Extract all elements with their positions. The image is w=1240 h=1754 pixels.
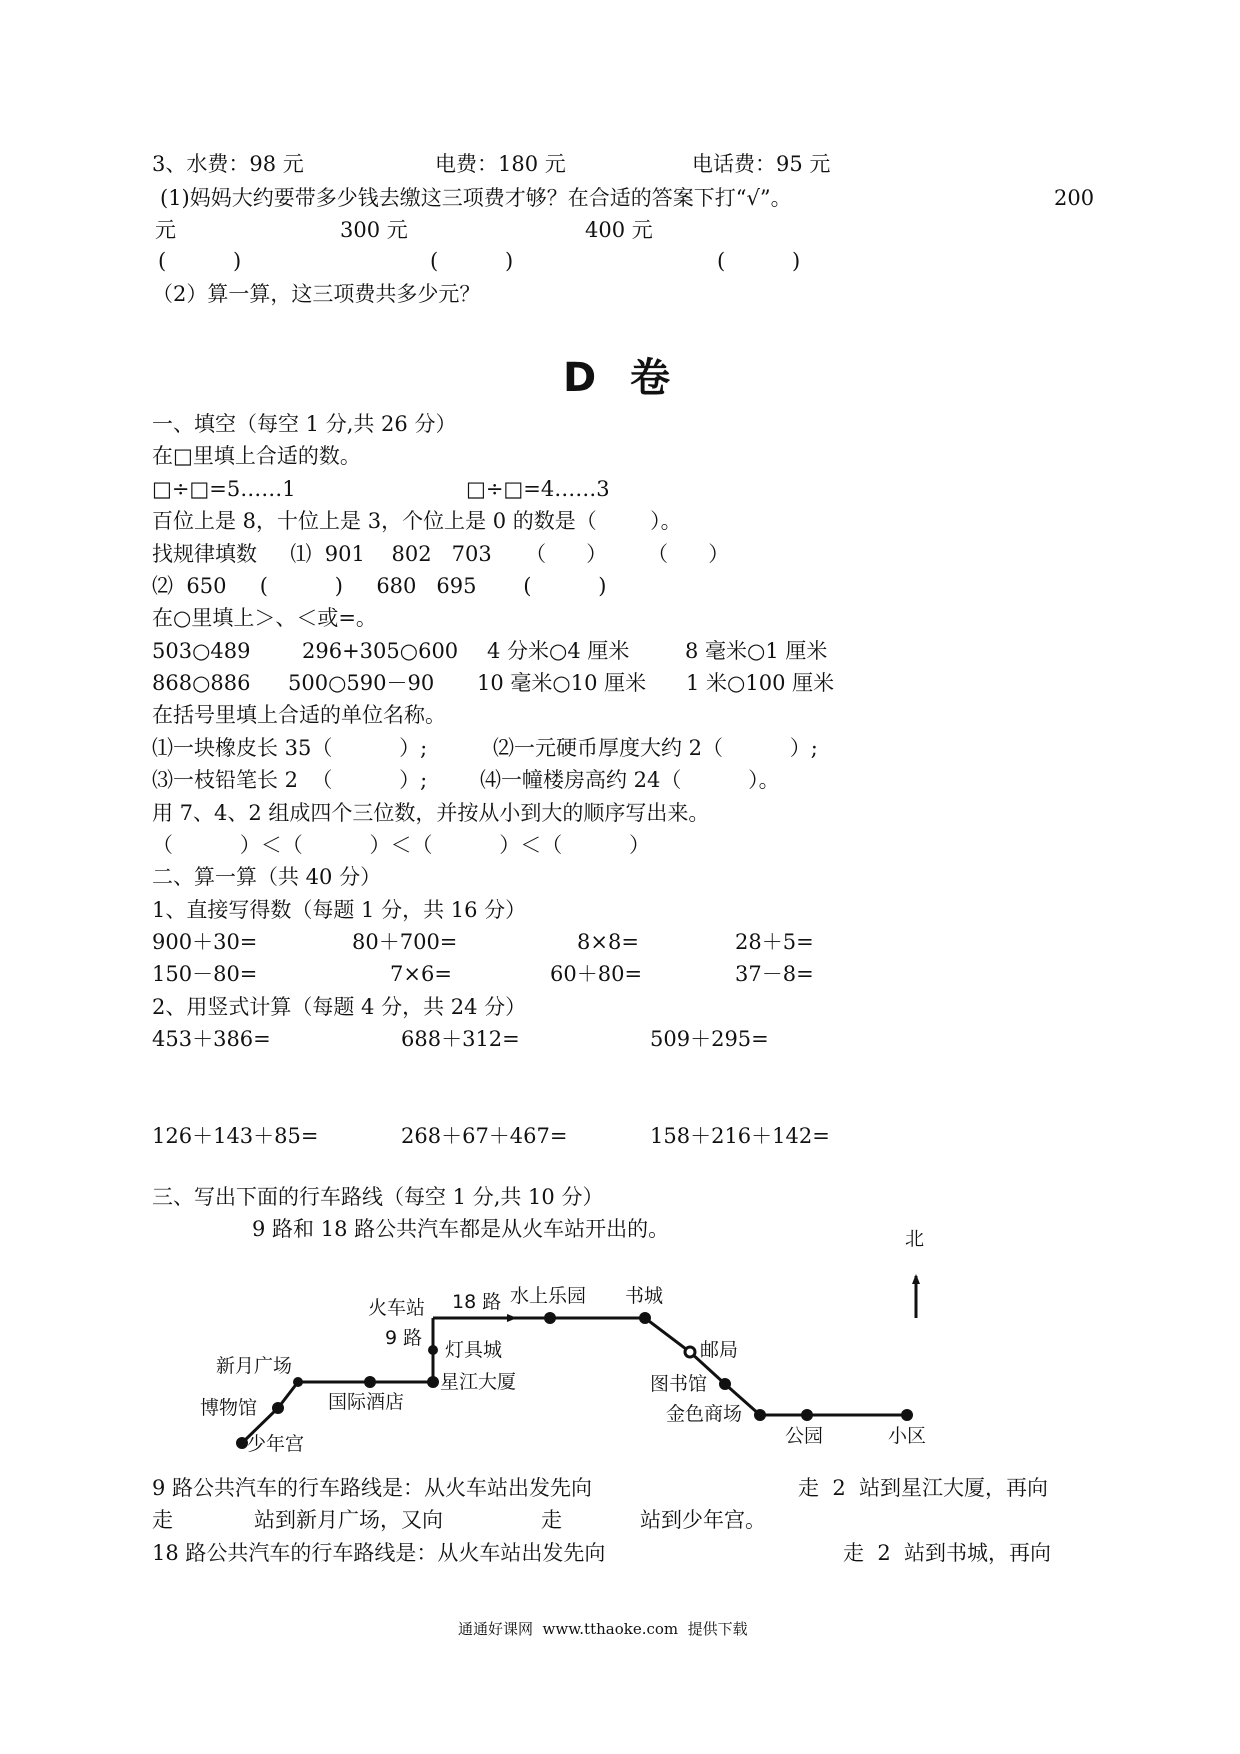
s3-heading: 三、写出下面的行车路线（每空 1 分,共 10 分） — [152, 1185, 604, 1209]
s2-vertical-item: 688＋312= — [401, 1027, 520, 1051]
s2-calc-item: 28＋5= — [735, 930, 814, 954]
s1-compare-item: 500○590－90 — [288, 671, 435, 695]
stop-xingjiang — [427, 1376, 439, 1388]
s1-unit-q4: ⑷一幢楼房高约 24（ ）。 — [480, 768, 780, 792]
s2-sub2: 2、用竖式计算（每题 4 分，共 24 分） — [152, 995, 527, 1019]
section-title-d: D 卷 — [563, 355, 673, 401]
s2-vertical-item: 509＋295= — [650, 1027, 769, 1051]
s3-route9-line2b: 站到新月广场，又向 — [254, 1508, 443, 1532]
s1-line4: 找规律填数 ⑴ 901 802 703 （ ） （ ） — [152, 542, 730, 566]
s1-line12: 用 7、4、2 组成四个三位数，并按从小到大的顺序写出来。 — [152, 801, 710, 825]
s1-line5: ⑵ 650 ( ) 680 695 ( ) — [152, 574, 607, 598]
s1-line6: 在○里填上＞、＜或=。 — [152, 606, 377, 630]
s3-route18-line1b: 走 2 站到书城，再向 — [843, 1541, 1052, 1565]
s3-route9-line1b: 走 2 站到星江大厦，再向 — [798, 1476, 1049, 1500]
s2-calc-item: 37－8= — [735, 962, 814, 986]
s2-vertical-item: 158＋216＋142= — [650, 1124, 830, 1148]
s1-heading: 一、填空（每空 1 分,共 26 分） — [152, 412, 457, 436]
s1-unit-q1: ⑴一块橡皮长 35（ ）; — [152, 736, 428, 760]
q3-answer-paren-1: ( ) — [158, 249, 242, 273]
stop-bookcity — [639, 1312, 651, 1324]
label-waterpark: 水上乐园 — [510, 1285, 587, 1307]
q3-phone-fee: 电话费：95 元 — [692, 152, 831, 176]
s1-compare-item: 4 分米○4 厘米 — [487, 639, 630, 663]
s2-calc-item: 7×6= — [390, 962, 452, 986]
label-park: 公园 — [785, 1425, 824, 1447]
q3-electric-fee: 电费：180 元 — [435, 152, 566, 176]
label-community: 小区 — [888, 1425, 927, 1447]
s1-line2a: □÷□=5……1 — [152, 477, 296, 501]
s1-compare-item: 503○489 — [152, 639, 251, 663]
stop-hotel — [364, 1376, 376, 1388]
s1-compare-item: 1 米○100 厘米 — [686, 671, 835, 695]
stop-community — [901, 1409, 913, 1421]
q3-sub1-question: (1)妈妈大约要带多少钱去缴这三项费才够？在合适的答案下打“√”。 — [160, 186, 792, 210]
s1-unit-q3: ⑶一枝铅笔长 2 （ ）; — [152, 768, 428, 792]
label-xingjiang: 星江大厦 — [440, 1371, 517, 1393]
s3-route18-line1a: 18 路公共汽车的行车路线是：从火车站出发先向 — [152, 1541, 606, 1565]
stop-post — [685, 1347, 695, 1357]
stop-park — [801, 1409, 813, 1421]
s2-calc-item: 60＋80= — [550, 962, 643, 986]
q3-option-400: 400 元 — [585, 218, 653, 242]
north-label: 北 — [905, 1228, 925, 1250]
stop-museum — [272, 1402, 284, 1414]
q3-option-200-number: 200 — [1054, 186, 1095, 210]
s1-compare-item: 296+305○600 — [302, 639, 459, 663]
s1-line9: 在括号里填上合适的单位名称。 — [152, 703, 446, 727]
stop-waterpark — [544, 1312, 556, 1324]
s2-heading: 二、算一算（共 40 分） — [152, 865, 382, 889]
s2-vertical-item: 453＋386= — [152, 1027, 271, 1051]
stop-xinyue — [293, 1377, 303, 1387]
s3-route9-line1a: 9 路公共汽车的行车路线是：从火车站出发先向 — [152, 1476, 593, 1500]
s3-route9-line2c: 走 — [541, 1508, 562, 1532]
label-route9: 9 路 — [385, 1327, 423, 1349]
q3-answer-paren-3: ( ) — [717, 249, 801, 273]
label-mall: 金色商场 — [666, 1403, 743, 1425]
label-station: 火车站 — [368, 1297, 426, 1319]
label-lamp: 灯具城 — [445, 1339, 503, 1361]
q3-option-300: 300 元 — [340, 218, 408, 242]
s1-compare-item: 8 毫米○1 厘米 — [685, 639, 828, 663]
s2-calc-item: 900＋30= — [152, 930, 258, 954]
footer-credit: 通通好课网 www.tthaoke.com 提供下载 — [458, 1620, 748, 1638]
route-18-line — [433, 1318, 907, 1415]
q3-water-fee: 3、水费：98 元 — [152, 152, 304, 176]
label-bookcity: 书城 — [625, 1285, 664, 1307]
stop-mall — [754, 1409, 766, 1421]
s2-calc-item: 80＋700= — [352, 930, 458, 954]
label-library: 图书馆 — [650, 1373, 708, 1395]
s1-line2b: □÷□=4……3 — [466, 477, 610, 501]
label-xinyue: 新月广场 — [216, 1355, 293, 1377]
label-route18: 18 路 — [452, 1291, 502, 1313]
s3-route9-line2a: 走 — [152, 1508, 173, 1532]
s2-vertical-item: 268＋67＋467= — [401, 1124, 568, 1148]
s3-intro: 9 路和 18 路公共汽车都是从火车站开出的。 — [252, 1217, 670, 1241]
label-palace: 少年宫 — [247, 1433, 305, 1455]
s1-line3: 百位上是 8，十位上是 3，个位上是 0 的数是（ ）。 — [152, 509, 682, 533]
s1-compare-item: 10 毫米○10 厘米 — [477, 671, 647, 695]
s1-line1: 在□里填上合适的数。 — [152, 444, 361, 468]
s3-route9-line2d: 站到少年宫。 — [640, 1508, 766, 1532]
s2-calc-item: 8×8= — [577, 930, 639, 954]
label-post: 邮局 — [700, 1339, 739, 1361]
label-hotel: 国际酒店 — [328, 1391, 405, 1413]
q3-answer-paren-2: ( ) — [430, 249, 514, 273]
s1-compare-item: 868○886 — [152, 671, 251, 695]
q3-sub2-question: （2）算一算，这三项费共多少元？ — [152, 282, 481, 306]
s2-sub1: 1、直接写得数（每题 1 分，共 16 分） — [152, 898, 527, 922]
q3-option-200-unit: 元 — [155, 218, 176, 242]
s1-unit-q2: ⑵一元硬币厚度大约 2（ ）; — [493, 736, 818, 760]
stop-lamp — [428, 1345, 438, 1355]
s2-vertical-item: 126＋143＋85= — [152, 1124, 319, 1148]
s1-line13: （ ）＜（ ）＜（ ）＜（ ） — [152, 833, 651, 857]
stop-library — [719, 1378, 731, 1390]
label-museum: 博物馆 — [200, 1397, 258, 1419]
s2-calc-item: 150－80= — [152, 962, 258, 986]
